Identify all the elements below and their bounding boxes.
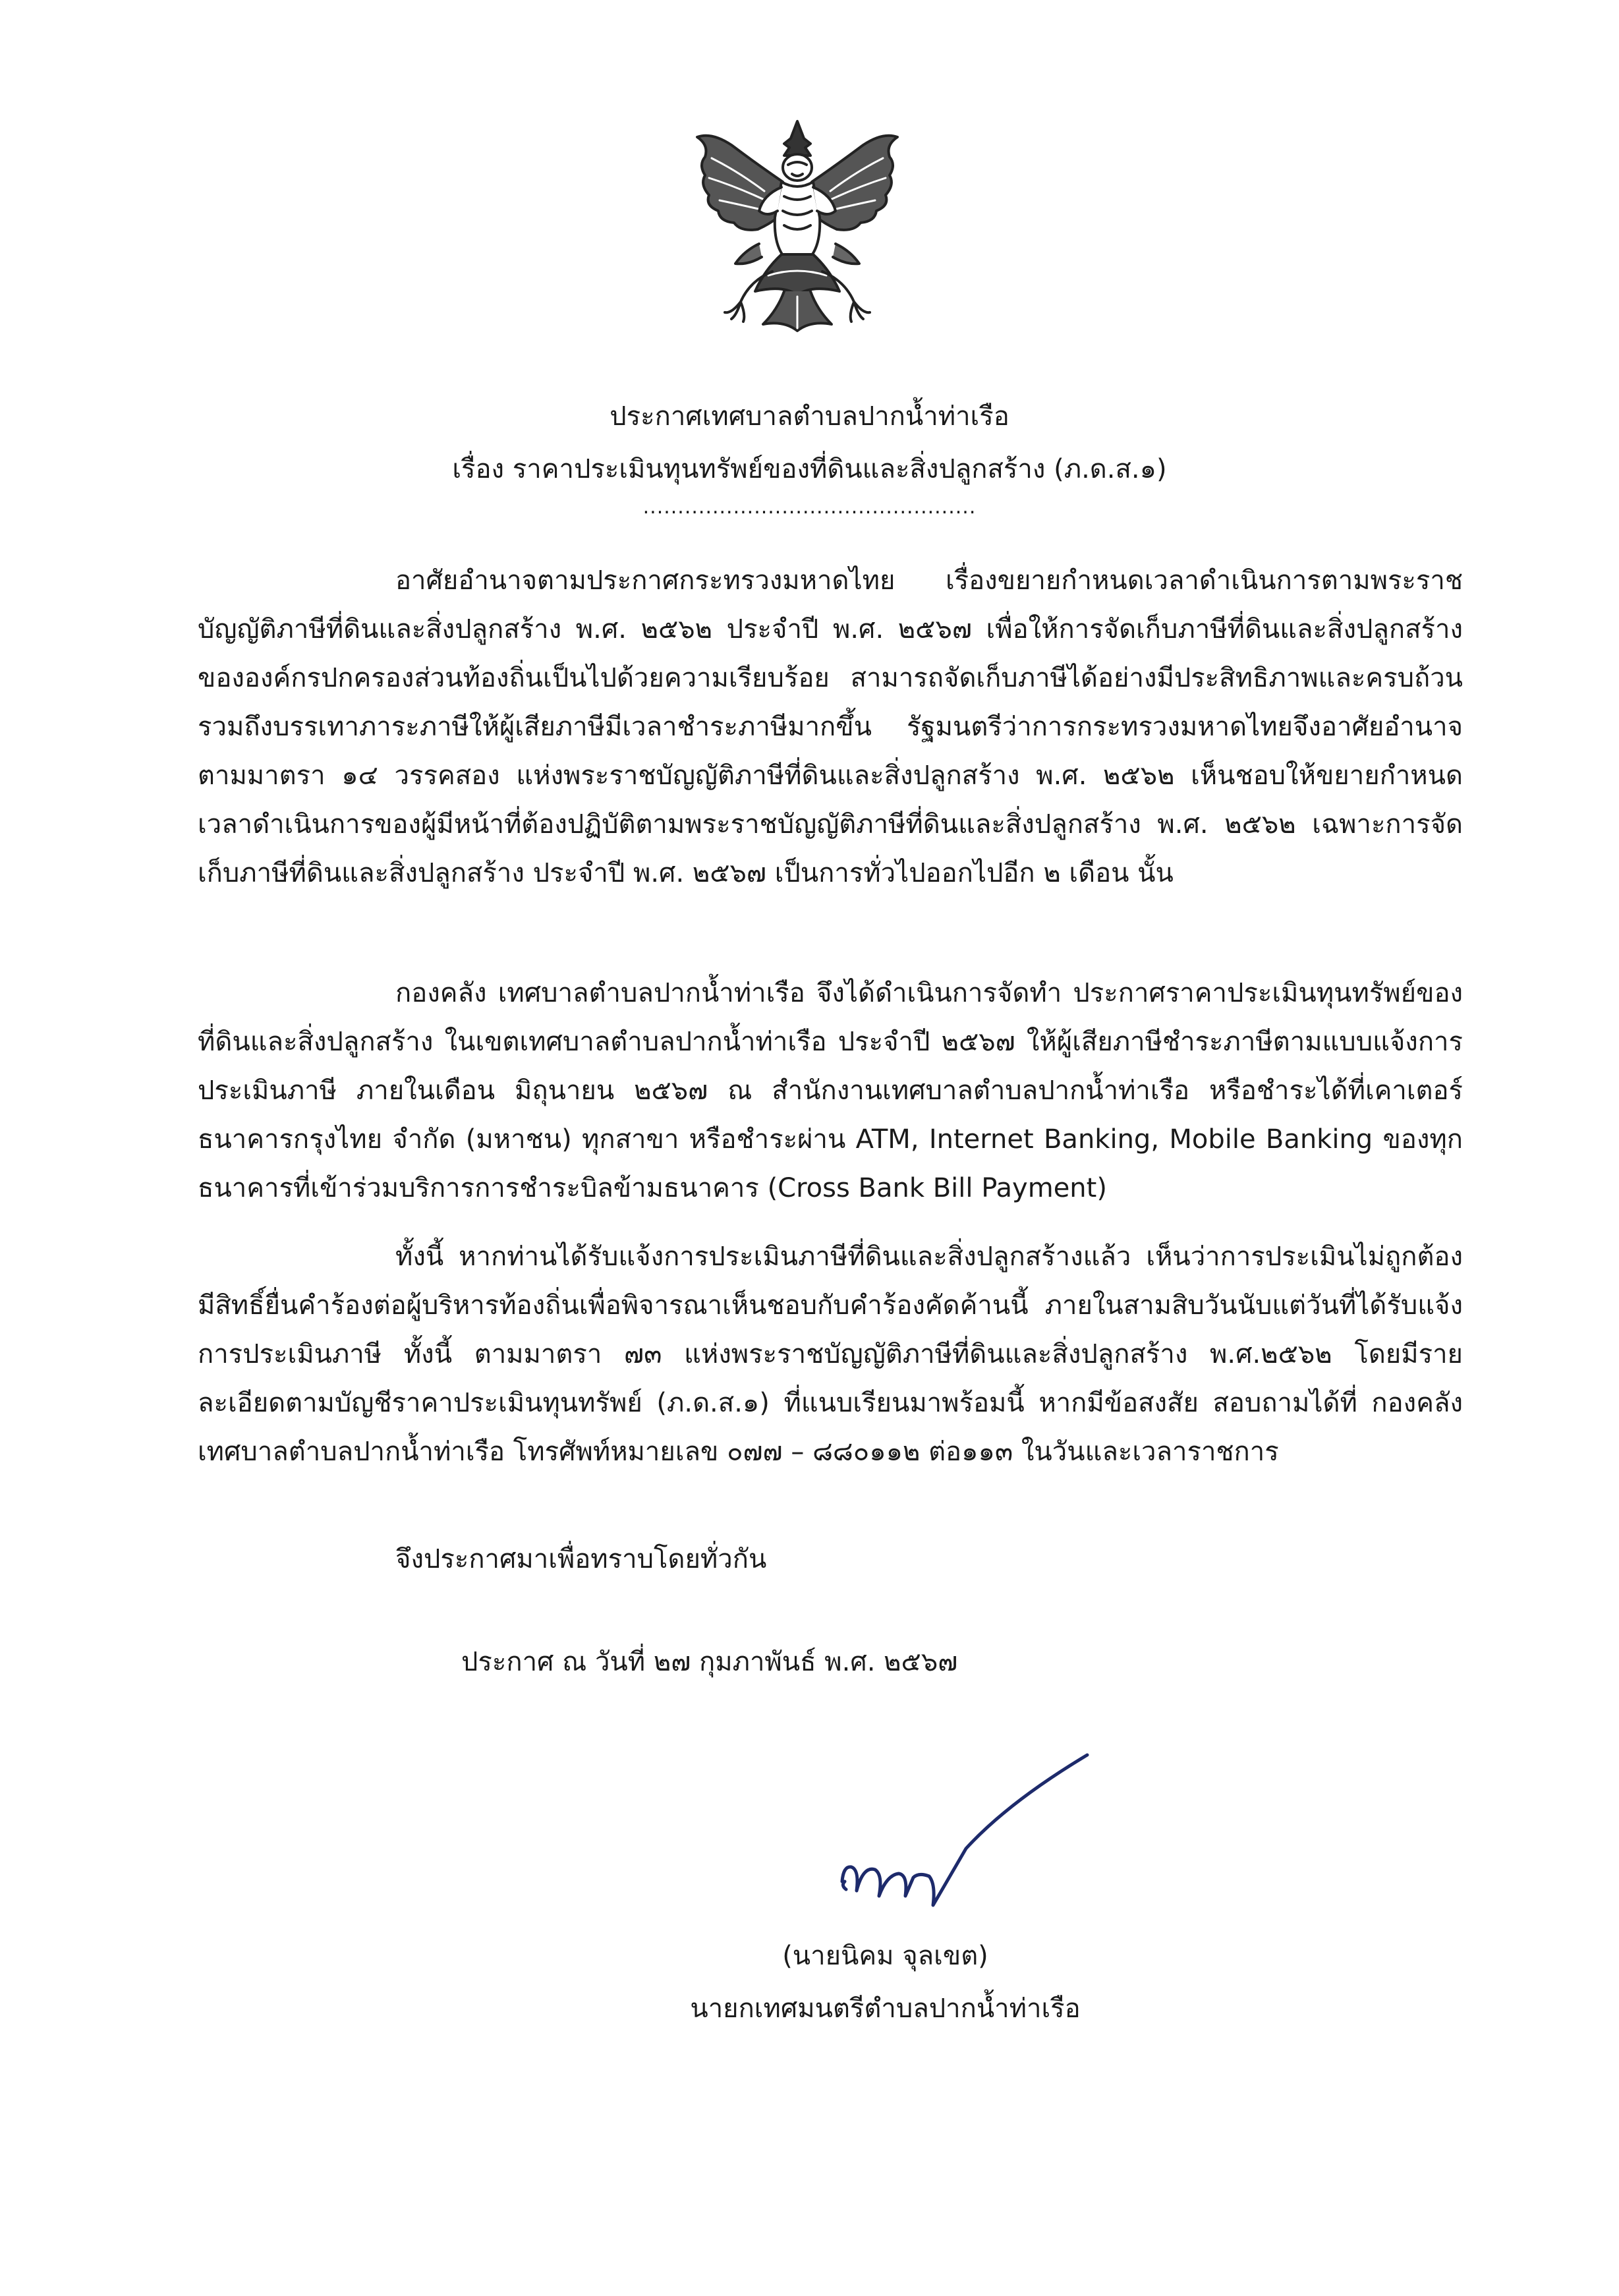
garuda-emblem-icon xyxy=(685,119,909,336)
body-paragraph-2: กองคลัง เทศบาลตำบลปากน้ำท่าเรือ จึงได้ดำเนินการจัดทำ ประกาศราคาประเมินทุนทรัพย์ของที่ดินและสิ่งปลูกสร้าง ในเขตเทศบาลตำบลปากน้ำท่าเรือ ประจำปี ๒๕๖๗ ให้ผู้เสียภาษีชำระภาษีตามแบบแจ้งการประเมินภาษี ภายในเดือน มิถุนายน ๒๕๖๗ ณ สำนักงานเทศบาลตำบลปากน้ำท่าเรือ หรือชำระได้ที่เคาเตอร์ ธนาคารกรุงไทย จำกัด (มหาชน) ทุกสาขา หรือชำระผ่าน ATM, Internet Banking, Mobile Banking ของทุกธนาคารที่เข้าร่วมบริการการชำระบิลข้ามธนาคาร (Cross Bank Bill Payment) xyxy=(198,978,1463,1203)
body-paragraph-3: ทั้งนี้ หากท่านได้รับแจ้งการประเมินภาษีที่ดินและสิ่งปลูกสร้างแล้ว เห็นว่าการประเมินไม่ถูกต้อง มีสิทธิ์ยื่นคำร้องต่อผู้บริหารท้องถิ่นเพื่อพิจารณาเห็นชอบกับคำร้องคัดค้านนี้ ภายในสามสิบวันนับแต่วันที่ได้รับแจ้งการประเมินภาษี ทั้งนี้ ตามมาตรา ๗๓ แห่งพระราชบัญญัติภาษีที่ดินและสิ่งปลูกสร้าง พ.ศ.๒๕๖๒ โดยมีรายละเอียดตามบัญชีราคาประเมินทุนทรัพย์ (ภ.ด.ส.๑) ที่แนบเรียนมาพร้อมนี้ หากมีข้อสงสัย สอบถามได้ที่ กองคลัง เทศบาลตำบลปากน้ำท่าเรือ โทรศัพท์หมายเลข ๐๗๗ – ๘๘๐๑๑๒ ต่อ๑๑๓ ในวันและเวลาราชการ xyxy=(198,1242,1463,1467)
closing-statement: จึงประกาศมาเพื่อทราบโดยทั่วกัน xyxy=(395,1544,767,1574)
signer-title: นายกเทศมนตรีตำบลปากน้ำท่าเรือ xyxy=(690,1994,1081,2024)
handwritten-signature-icon xyxy=(837,1750,1114,1921)
announcement-title: ประกาศเทศบาลตำบลปากน้ำท่าเรือ xyxy=(610,401,1009,432)
title-separator: ................................................ xyxy=(642,496,977,519)
signer-name: (นายนิคม จุลเขต) xyxy=(782,1941,988,1971)
announcement-date: ประกาศ ณ วันที่ ๒๗ กุมภาพันธ์ พ.ศ. ๒๕๖๗ xyxy=(461,1647,958,1677)
announcement-subject: เรื่อง ราคาประเมินทุนทรัพย์ของที่ดินและสิ่งปลูกสร้าง (ภ.ด.ส.๑) xyxy=(452,454,1167,484)
body-paragraph-1: อาศัยอำนาจตามประกาศกระทรวงมหาดไทย เรื่องขยายกำหนดเวลาดำเนินการตามพระราชบัญญัติภาษีที่ดินและสิ่งปลูกสร้าง พ.ศ. ๒๕๖๒ ประจำปี พ.ศ. ๒๕๖๗ เพื่อให้การจัดเก็บภาษีที่ดินและสิ่งปลูกสร้างขององค์กรปกครองส่วนท้องถิ่นเป็นไปด้วยความเรียบร้อย สามารถจัดเก็บภาษีได้อย่างมีประสิทธิภาพและครบถ้วน รวมถึงบรรเทาภาระภาษีให้ผู้เสียภาษีมีเวลาชำระภาษีมากขึ้น รัฐมนตรีว่าการกระทรวงมหาดไทยจึงอาศัยอำนาจตามมาตรา ๑๔ วรรคสอง แห่งพระราชบัญญัติภาษีที่ดินและสิ่งปลูกสร้าง พ.ศ. ๒๕๖๒ เห็นชอบให้ขยายกำหนดเวลาดำเนินการของผู้มีหน้าที่ต้องปฏิบัติตามพระราชบัญญัติภาษีที่ดินและสิ่งปลูกสร้าง พ.ศ. ๒๕๖๒ เฉพาะการจัดเก็บภาษีที่ดินและสิ่งปลูกสร้าง ประจำปี พ.ศ. ๒๕๖๗ เป็นการทั่วไปออกไปอีก ๒ เดือน นั้น xyxy=(198,565,1463,888)
